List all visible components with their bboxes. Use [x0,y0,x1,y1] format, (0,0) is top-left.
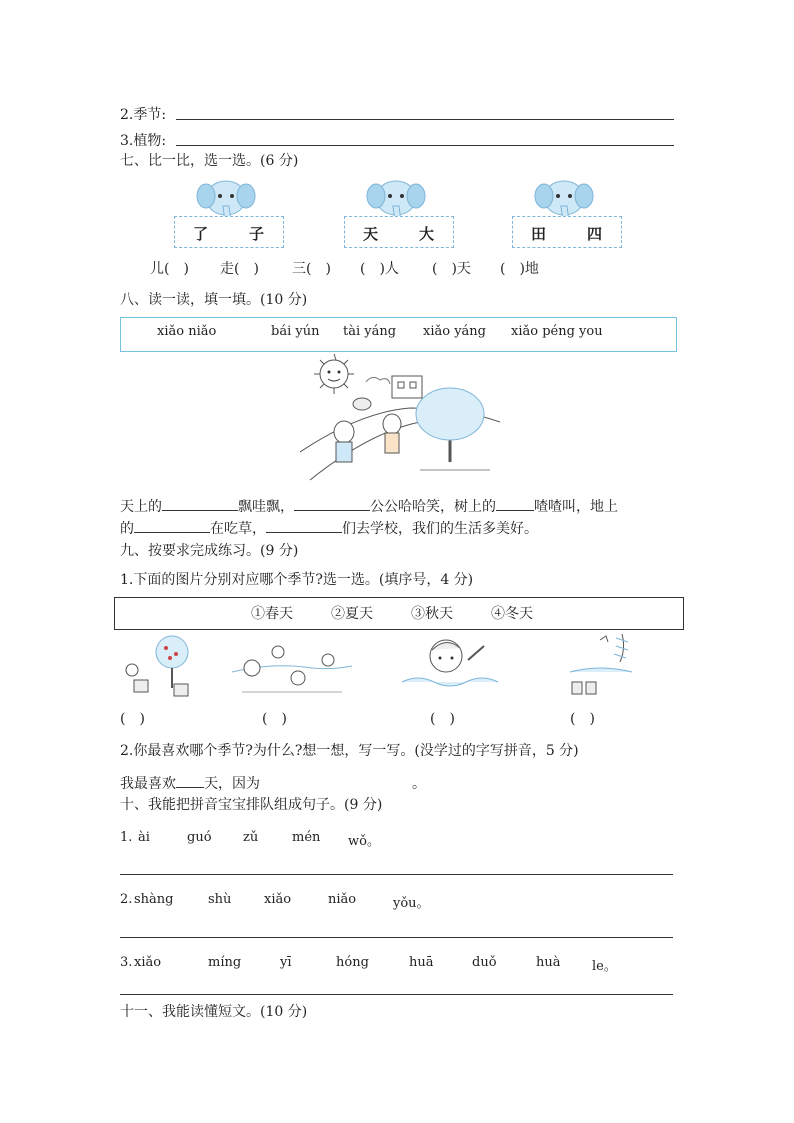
summer-swimming-picture [398,630,504,696]
favorite-season-blank[interactable] [176,773,204,788]
word-card-1 [174,216,284,248]
syllable-3-6: duǒ [472,955,497,970]
syllable-3-1: xiǎo [134,955,162,970]
spring-picture [566,628,636,698]
blank-3[interactable] [496,496,534,511]
fill-sentence-line-1 [120,496,618,516]
picture-answer-1[interactable]: ( ) [120,711,145,727]
card-2-char-a: 天 [363,225,379,243]
card-1-char-a: 了 [193,225,209,243]
fill-text-7: 们去学校，我们的生活多美好。 [342,521,538,537]
card-2-char-b: 大 [419,225,435,243]
pinyin-word-4: xiǎo yáng [423,324,486,339]
season-option-4: ④冬天 [491,606,533,622]
word-card-3 [512,216,622,248]
choice-2[interactable]: 走( ) [220,261,259,277]
syllable-1-5: wǒ。 [348,834,380,849]
syllable-2-4: niǎo [328,892,357,907]
choice-5[interactable]: ( )天 [432,261,471,277]
sentence-row-1-number: 1. [120,830,133,845]
winter-snow-picture [232,632,352,698]
syllable-3-4: hóng [336,955,369,970]
sentence-1-answer-line[interactable] [120,874,673,875]
section-11-heading: 十一、我能读懂短文。(10 分) [120,1004,308,1020]
pinyin-word-5: xiǎo péng you [511,324,603,339]
syllable-1-3: zǔ [243,830,259,845]
blank-4[interactable] [134,518,210,533]
pinyin-word-box [120,317,677,352]
syllable-3-8: le。 [592,959,617,974]
blank-2[interactable] [294,496,370,511]
sentence-row-3-number: 3. [120,955,133,970]
syllable-2-2: shù [208,892,232,907]
choice-3[interactable]: 三( ) [292,261,331,277]
choice-4[interactable]: ( )人 [360,261,399,277]
syllable-2-3: xiǎo [264,892,292,907]
section-9-heading: 九、按要求完成练习。(9 分) [120,543,299,559]
season-label: 2.季节: [120,107,167,123]
season-option-3: ③秋天 [411,606,453,622]
fill-text-5: 的 [120,521,134,537]
fill-text-2: 飘哇飘， [238,499,294,515]
fill-text-4: 喳喳叫，地上 [534,499,618,515]
card-3-char-b: 四 [587,225,603,243]
fill-text-6: 在吃草， [210,521,266,537]
choice-6[interactable]: ( )地 [500,261,539,277]
season-option-2: ②夏天 [331,606,373,622]
syllable-1-2: guó [187,830,212,845]
card-3-char-a: 田 [531,225,547,243]
season-answer-line[interactable] [176,119,674,120]
plant-answer-line[interactable] [176,145,674,146]
sentence-3-answer-line[interactable] [120,994,673,995]
picture-answer-4[interactable]: ( ) [570,711,595,727]
pinyin-word-2: bái yún [271,324,320,339]
plant-label: 3.植物: [120,133,167,149]
season-option-1: ①春天 [251,606,293,622]
picture-answer-2[interactable]: ( ) [262,711,287,727]
favorite-prefix: 我最喜欢 [120,776,176,792]
favorite-reason-prefix: 天，因为 [204,776,260,792]
question-9-1: 1.下面的图片分别对应哪个季节?选一选。(填序号，4 分) [120,572,474,588]
autumn-harvest-picture [116,632,228,698]
section-7-heading: 七、比一比，选一选。(6 分) [120,153,299,169]
fill-text-3: 公公哈哈笑，树上的 [370,499,496,515]
card-1-char-b: 子 [249,225,265,243]
fill-text-1: 天上的 [120,499,162,515]
fill-sentence-line-2 [120,518,538,538]
syllable-2-5: yǒu。 [393,896,430,911]
word-card-2 [344,216,454,248]
syllable-3-7: huà [536,955,561,970]
syllable-3-2: míng [208,955,242,970]
question-9-2: 2.你最喜欢哪个季节?为什么?想一想，写一写。(没学过的字写拼音，5 分) [120,743,579,759]
syllable-2-1: shàng [134,892,174,907]
picture-answer-3[interactable]: ( ) [430,711,455,727]
season-options-box [114,597,684,630]
blank-5[interactable] [266,518,342,533]
pinyin-word-3: tài yáng [343,324,397,339]
syllable-1-4: mén [292,830,321,845]
sentence-row-2-number: 2. [120,892,133,907]
blank-1[interactable] [162,496,238,511]
pinyin-word-1: xiǎo niǎo [157,324,217,339]
favorite-end-period: 。 [412,776,426,792]
section-10-heading: 十、我能把拼音宝宝排队组成句子。(9 分) [120,797,383,813]
choice-1[interactable]: 儿( ) [150,261,189,277]
syllable-3-5: huā [409,955,434,970]
sentence-2-answer-line[interactable] [120,937,673,938]
syllable-1-1: ài [138,830,150,845]
syllable-3-3: yī [280,955,292,970]
section-8-heading: 八、读一读，填一填。(10 分) [120,292,308,308]
school-scene-illustration [300,352,500,482]
favorite-season-sentence [120,773,426,793]
